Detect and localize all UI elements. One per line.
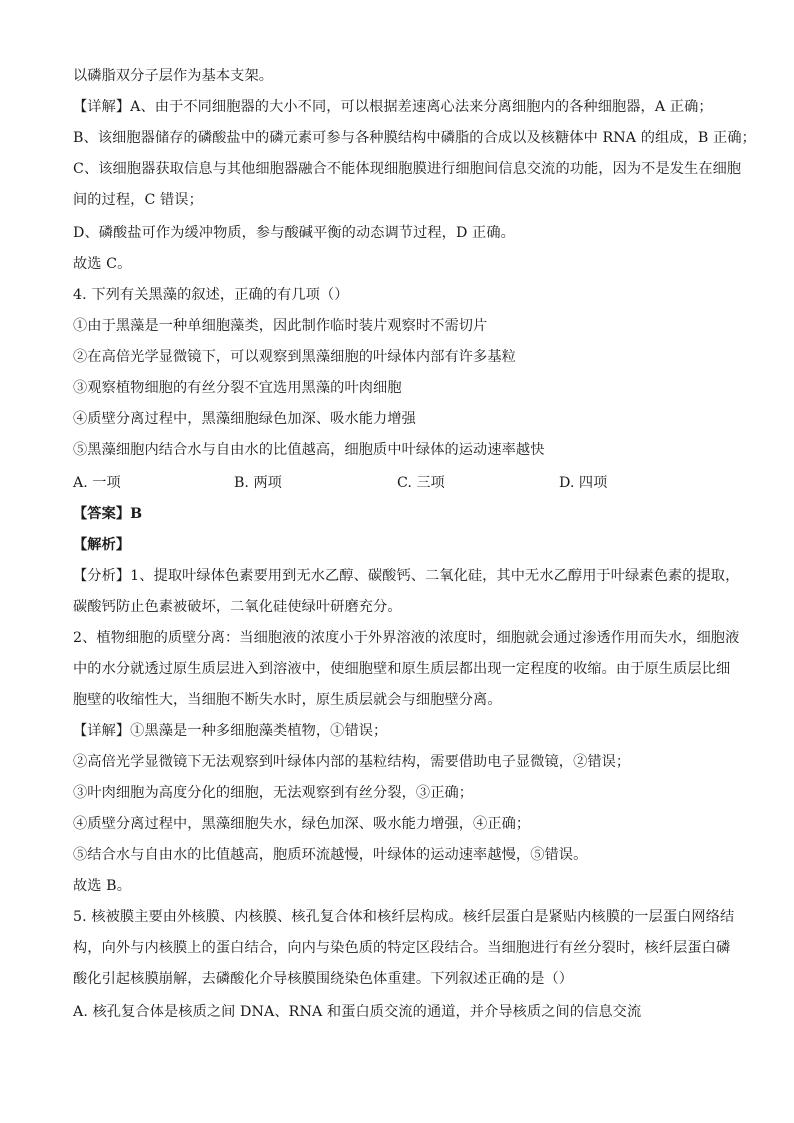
text-line: 故选 B。	[73, 878, 131, 894]
text-line: 【详解】A、由于不同细胞器的大小不同，可以根据差速离心法来分离细胞内的各种细胞器，A 正确；	[73, 99, 713, 115]
text-line: 间的过程，C 错误；	[73, 192, 203, 208]
text-line: 【分析】1、提取叶绿体色素要用到无水乙醇、碳酸钙、二氧化硅，其中无水乙醇用于叶绿素色素的提取，	[73, 568, 740, 584]
text-line: ⑤结合水与自由水的比值越高，胞质环流越慢，叶绿体的运动速率越慢，⑤错误。	[73, 847, 588, 863]
question-4-stem: 4. 下列有关黑藻的叙述，正确的有几项（）	[73, 287, 349, 303]
text-line: ②高倍光学显微镜下无法观察到叶绿体内部的基粒结构，需要借助电子显微镜，②错误；	[73, 754, 631, 770]
text-line: C、该细胞器获取信息与其他细胞器融合不能体现细胞膜进行细胞间信息交流的功能，因为不是发生在细胞	[73, 161, 742, 177]
question-5-stem: 构，向外与内核膜上的蛋白结合，向内与染色质的特定区段结合。当细胞进行有丝分裂时，核纤层蛋白磷	[73, 940, 731, 956]
statement-4: ④质壁分离过程中，黑藻细胞绿色加深、吸水能力增强	[73, 411, 416, 427]
question-5-option-a: A. 核孔复合体是核质之间 DNA、RNA 和蛋白质交流的通道，并介导核质之间的信息交流	[73, 1004, 642, 1020]
text-line: B、该细胞器储存的磷酸盐中的磷元素可参与各种膜结构中磷脂的合成以及核糖体中 RNA 的组成，B 正确；	[73, 130, 756, 146]
text-line: 【详解】①黑藻是一种多细胞藻类植物，①错误；	[73, 723, 388, 739]
option-b: B. 两项	[234, 475, 282, 491]
statement-1: ①由于黑藻是一种单细胞藻类，因此制作临时装片观察时不需切片	[73, 318, 488, 334]
statement-5: ⑤黑藻细胞内结合水与自由水的比值越高，细胞质中叶绿体的运动速率越快	[73, 442, 545, 458]
text-line: D、磷酸盐可作为缓冲物质，参与酸碱平衡的动态调节过程，D 正确。	[73, 225, 515, 241]
text-line: 以磷脂双分子层作为基本支架。	[73, 68, 274, 84]
analysis-heading: 【解析】	[73, 537, 131, 553]
statement-3: ③观察植物细胞的有丝分裂不宜选用黑藻的叶肉细胞	[73, 380, 402, 396]
text-line: 中的水分就透过原生质层进入到溶液中，使细胞壁和原生质层都出现一定程度的收缩。由于原生质层比细	[73, 661, 731, 677]
text-line: 故选 C。	[73, 256, 132, 272]
text-line: 2、植物细胞的质壁分离：当细胞液的浓度小于外界溶液的浓度时，细胞就会通过渗透作用而失水，细胞液	[73, 630, 740, 646]
answer-label: 【答案】B	[73, 506, 143, 522]
question-5-stem: 酸化引起核膜崩解，去磷酸化介导核膜围绕染色体重建。下列叙述正确的是（）	[73, 971, 574, 987]
option-a: A. 一项	[73, 475, 121, 491]
option-c: C. 三项	[397, 475, 445, 491]
question-5-stem: 5. 核被膜主要由外核膜、内核膜、核孔复合体和核纤层构成。核纤层蛋白是紧贴内核膜的一层蛋白网络结	[73, 909, 735, 925]
text-line: 胞壁的收缩性大，当细胞不断失水时，原生质层就会与细胞壁分离。	[73, 692, 502, 708]
text-line: ③叶肉细胞为高度分化的细胞，无法观察到有丝分裂，③正确；	[73, 785, 474, 801]
text-line: 碳酸钙防止色素被破坏，二氧化硅使绿叶研磨充分。	[73, 599, 402, 615]
text-line: ④质壁分离过程中，黑藻细胞失水，绿色加深、吸水能力增强，④正确；	[73, 816, 531, 832]
statement-2: ②在高倍光学显微镜下，可以观察到黑藻细胞的叶绿体内部有许多基粒	[73, 349, 516, 365]
option-d: D. 四项	[559, 475, 608, 491]
